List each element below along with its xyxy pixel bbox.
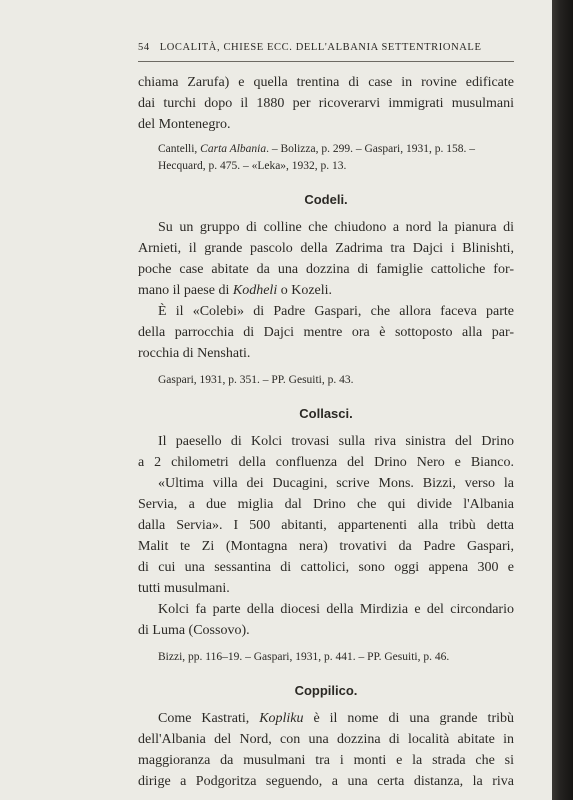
book-spine-shadow [552, 0, 573, 800]
running-title: LOCALITÀ, CHIESE ECC. DELL'ALBANIA SETTENTRIONALE [159, 42, 482, 53]
text-line: Servia, a due miglia dal Drino che qui divide l'Albania [138, 497, 514, 512]
text-line: chiama Zarufa) e quella trentina di case in rovine edificate [138, 75, 514, 90]
running-header [138, 42, 512, 53]
text-line: È il «Colebi» di Padre Gaspari, che allora faceva parte [158, 304, 514, 319]
text-line: poche case abitate da una dozzina di famiglie cattoliche for- [138, 262, 514, 277]
text-line: Il paesello di Kolci trovasi sulla riva sinistra del Drino [158, 434, 514, 449]
reference-line: Gaspari, 1931, p. 351. – PP. Gesuiti, p. 43. [158, 374, 354, 386]
text-line: mano il paese di Kodheli o Kozeli. [138, 283, 333, 298]
reference-zarufa [138, 141, 514, 175]
ref-rest: . – Bolizza, p. 299. – Gaspari, 1931, p. 158. – [266, 143, 475, 155]
page-body [138, 72, 514, 792]
text-line: maggioranza da musulmani tra i monti e la strada che si [138, 753, 514, 768]
page-number: 54 [138, 42, 150, 53]
text-line: dalla Servia». I 500 abitanti, appartenenti alla tribù detta [138, 518, 514, 533]
reference-line: Bizzi, pp. 116–19. – Gaspari, 1931, p. 441. – PP. Gesuiti, p. 46. [158, 651, 450, 663]
reference-line: Hecquard, p. 475. – «Leka», 1932, p. 13. [158, 160, 347, 172]
reference-line [158, 141, 514, 158]
text-line: rocchia di Nenshati. [138, 346, 251, 361]
text-line: dell'Albania del Nord, con una dozzina di località abitate in [138, 732, 514, 747]
text-line: della parrocchia di Dajci mentre ora è sottoposto alla par- [138, 325, 514, 340]
text-line: di cui una sessantina di cattolici, sono oggi appena 300 e [138, 560, 514, 575]
paragraph-codeli [138, 217, 514, 364]
text-line: tutti musulmani. [138, 581, 230, 596]
italic-name: Kodheli [232, 283, 278, 298]
header-rule [138, 61, 514, 62]
reference-collasci [138, 649, 514, 666]
paragraph-zarufa [138, 72, 514, 135]
text-line: Malit te Zi (Montagna nera) trovativi da Padre Gaspari, [138, 539, 514, 554]
text-line: a 2 chilometri della confluenza del Drino Nero e Bianco. [138, 455, 514, 470]
text-line: del Montenegro. [138, 117, 231, 132]
text-line: Come Kastrati, Kopliku è il nome di una grande tribù [158, 711, 514, 726]
section-heading-coppilico: Coppilico. [294, 683, 358, 698]
text-line: dai turchi dopo il 1880 per ricoverarvi immigrati musulmani [138, 96, 514, 111]
paragraph-coppilico [138, 708, 514, 792]
section-heading-codeli: Codeli. [304, 192, 348, 207]
text-line: Kolci fa parte della diocesi della Mirdizia e del circondario [158, 602, 514, 617]
text-line: «Ultima villa dei Ducagini, scrive Mons. Bizzi, verso la [158, 476, 514, 491]
paragraph-collasci [138, 431, 514, 641]
italic-name: Kopliku [259, 711, 304, 726]
ref-title: Carta Albania [200, 143, 267, 155]
ref-author: Cantelli, [158, 143, 201, 155]
text-line: di Luma (Cossovo). [138, 623, 250, 638]
text-line: Arnieti, il grande pascolo della Zadrima tra Dajci i Blinishti, [138, 241, 514, 256]
text-line: Su un gruppo di colline che chiudono a nord la pianura di [158, 220, 514, 235]
section-heading-collasci: Collasci. [299, 406, 353, 421]
text-line: dirige a Podgoritza seguendo, a una certa distanza, la riva [138, 774, 514, 789]
reference-codeli [138, 372, 514, 389]
